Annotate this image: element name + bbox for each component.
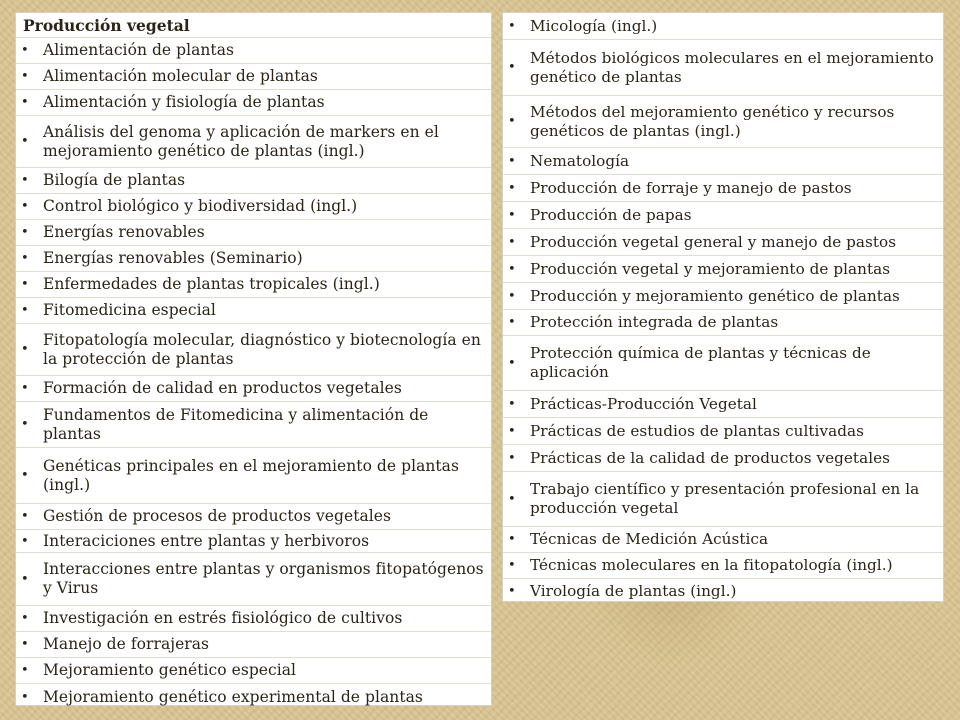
- list-item-label: Fundamentos de Fitomedicina y alimentación de plantas: [43, 405, 429, 443]
- list-item-label: Métodos biológicos moleculares en el mejoramiento genético de plantas: [530, 48, 934, 86]
- bullet: •: [508, 180, 516, 196]
- list-item: [16, 376, 491, 402]
- list-item: [503, 40, 943, 96]
- list-item: [503, 336, 943, 391]
- list-item-label: Nematología: [530, 151, 630, 170]
- bullet: •: [508, 207, 516, 223]
- bullet: •: [508, 261, 516, 277]
- list-item-label: Energías renovables (Seminario): [43, 249, 303, 267]
- bullet: •: [508, 491, 516, 507]
- list-item: [503, 148, 943, 175]
- list-item-label: Prácticas de la calidad de productos vegetales: [530, 448, 890, 467]
- bullet: •: [21, 134, 29, 149]
- bullet: •: [21, 95, 29, 110]
- list-item: [503, 527, 943, 553]
- bullet: •: [21, 663, 29, 678]
- list-item: [503, 96, 943, 148]
- list-item-label: Genéticas principales en el mejoramiento de plantas (ingl.): [43, 456, 459, 494]
- list-item-label: Formación de calidad en productos vegetales: [43, 379, 402, 397]
- left-course-list: [15, 12, 492, 706]
- bullet: •: [21, 509, 29, 524]
- list-item-label: Técnicas moleculares en la fitopatología (ingl.): [530, 556, 893, 574]
- list-item-label: Alimentación de plantas: [43, 41, 235, 59]
- list-item-label: Análisis del genoma y aplicación de markers en el mejoramiento genético de plantas (ingl.): [43, 122, 439, 160]
- list-item-label: Producción de papas: [530, 205, 692, 224]
- bullet: •: [21, 611, 29, 626]
- bullet: •: [21, 342, 29, 357]
- list-item-label: Producción vegetal y mejoramiento de plantas: [530, 259, 891, 278]
- list-item-label: Trabajo científico y presentación profesional en la producción vegetal: [530, 480, 920, 517]
- bullet: •: [508, 450, 516, 466]
- list-item-label: Investigación en estrés fisiológico de cultivos: [43, 609, 403, 627]
- list-item: [16, 606, 491, 632]
- bullet: •: [508, 60, 516, 75]
- bullet: •: [508, 234, 516, 250]
- list-item: [16, 298, 491, 324]
- list-item-label: Protección integrada de plantas: [530, 313, 779, 331]
- list-item-label: Control biológico y biodiversidad (ingl.): [43, 197, 358, 215]
- bullet: •: [21, 571, 29, 587]
- list-item-label: Manejo de forrajeras: [43, 635, 210, 653]
- bullet: •: [21, 303, 29, 318]
- list-item-label: Producción vegetal general y manejo de pastos: [530, 232, 897, 251]
- bullet: •: [508, 315, 516, 330]
- list-item: [503, 202, 943, 229]
- list-item: [16, 632, 491, 658]
- list-item-label: Fitopatología molecular, diagnóstico y biotecnología en la protección de plantas: [43, 330, 481, 368]
- list-item: [16, 530, 491, 553]
- list-item-label: Interaciciones entre plantas y herbivoros: [43, 531, 370, 550]
- bullet: •: [508, 18, 516, 34]
- bullet: •: [508, 288, 516, 304]
- list-item: [503, 256, 943, 283]
- list-item: [16, 194, 491, 220]
- list-item: [503, 418, 943, 445]
- list-item-label: Micología (ingl.): [530, 16, 658, 35]
- list-item-label: Virología de plantas (ingl.): [530, 582, 737, 600]
- list-item-label: Protección química de plantas y técnicas de aplicación: [530, 344, 871, 381]
- bullet: •: [21, 417, 29, 432]
- list-item-label: Gestión de procesos de productos vegetales: [43, 507, 392, 525]
- list-item: [16, 246, 491, 272]
- section-header: Producción vegetal: [16, 13, 491, 38]
- list-item-label: Prácticas de estudios de plantas cultivadas: [530, 421, 864, 440]
- bullet: •: [21, 173, 29, 188]
- bullet: •: [21, 468, 29, 483]
- list-item: [503, 579, 943, 604]
- list-item: [16, 658, 491, 684]
- list-item: [16, 38, 491, 64]
- bullet: •: [508, 355, 516, 371]
- bullet: •: [508, 558, 516, 573]
- list-item-label: Producción de forraje y manejo de pastos: [530, 178, 852, 197]
- list-item-label: Fitomedicina especial: [43, 301, 216, 319]
- bullet: •: [508, 153, 516, 169]
- list-item: [16, 272, 491, 298]
- bullet: •: [508, 114, 516, 129]
- list-item: [16, 448, 491, 504]
- list-item: [16, 220, 491, 246]
- bullet: •: [21, 277, 29, 292]
- list-item: [16, 553, 491, 606]
- list-item: [16, 64, 491, 90]
- list-item: [503, 175, 943, 202]
- list-item: [503, 13, 943, 40]
- list-item-label: Alimentación molecular de plantas: [43, 67, 318, 85]
- bullet: •: [508, 396, 516, 412]
- list-item: [503, 472, 943, 527]
- list-item: [16, 684, 491, 710]
- bullet: •: [21, 251, 29, 266]
- bullet: •: [508, 532, 516, 547]
- list-item-label: Enfermedades de plantas tropicales (ingl.): [43, 275, 380, 293]
- list-item-label: Alimentación y fisiología de plantas: [43, 93, 325, 111]
- list-item-label: Técnicas de Medición Acústica: [530, 530, 769, 548]
- bullet: •: [21, 533, 29, 549]
- list-item: [503, 391, 943, 418]
- list-item-label: Interacciones entre plantas y organismos fitopatógenos y Virus: [43, 560, 484, 597]
- list-item-label: Mejoramiento genético especial: [43, 661, 297, 679]
- bullet: •: [21, 199, 29, 214]
- list-item: [16, 402, 491, 448]
- list-item: [503, 445, 943, 472]
- bullet: •: [21, 637, 29, 652]
- list-item: [503, 283, 943, 310]
- bullet: •: [508, 584, 516, 599]
- bullet: •: [21, 689, 29, 705]
- list-item-label: Energías renovables: [43, 223, 205, 241]
- list-item-label: Bilogía de plantas: [43, 171, 186, 189]
- bullet: •: [508, 423, 516, 439]
- list-item: [503, 553, 943, 579]
- bullet: •: [21, 381, 29, 396]
- bullet: •: [21, 43, 29, 58]
- list-item: [503, 229, 943, 256]
- list-item-label: Prácticas-Producción Vegetal: [530, 394, 757, 413]
- list-item-label: Producción y mejoramiento genético de plantas: [530, 286, 900, 305]
- list-item: [16, 504, 491, 530]
- list-item: [16, 168, 491, 194]
- bullet: •: [21, 69, 29, 84]
- list-item: [503, 310, 943, 336]
- list-item-label: Mejoramiento genético experimental de plantas: [43, 687, 423, 706]
- right-course-list: [502, 12, 944, 602]
- bullet: •: [21, 225, 29, 240]
- list-item: [16, 90, 491, 116]
- list-item: [16, 324, 491, 376]
- list-item-label: Métodos del mejoramiento genético y recursos genéticos de plantas (ingl.): [530, 102, 895, 140]
- list-item: [16, 116, 491, 168]
